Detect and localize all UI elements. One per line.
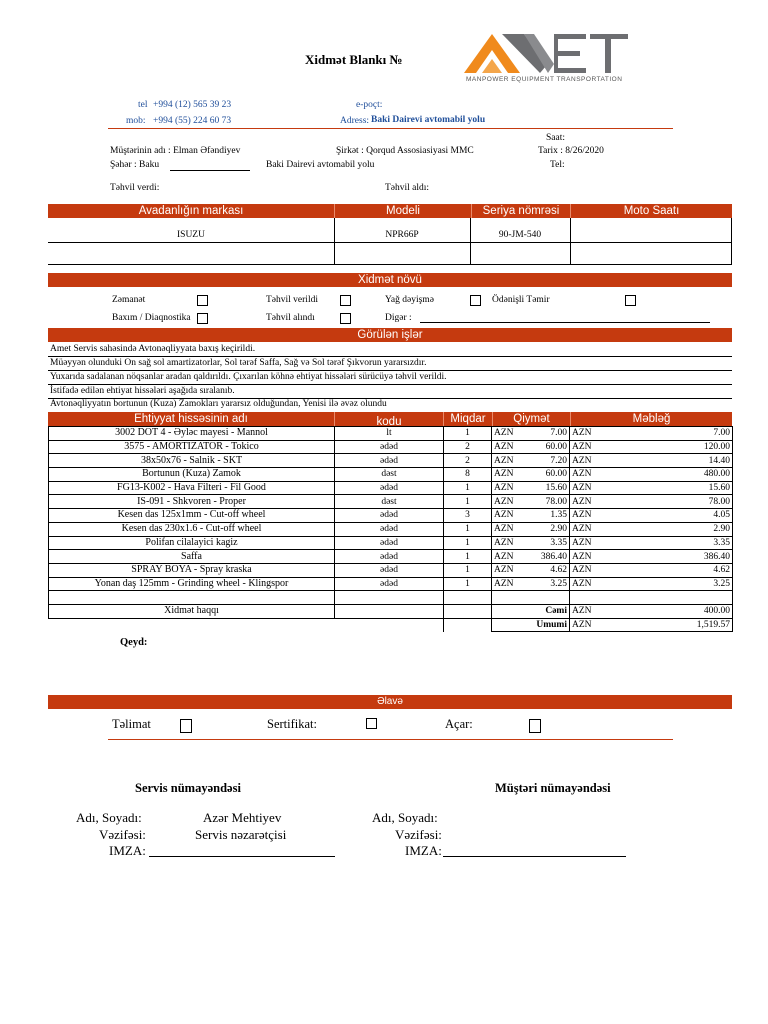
part-sum-currency: AZN bbox=[570, 563, 602, 577]
city-underline bbox=[170, 170, 250, 171]
part-sum: 78.00 bbox=[602, 495, 733, 509]
extra-bar bbox=[48, 695, 732, 709]
empty-cell bbox=[335, 604, 444, 618]
part-qty: 2 bbox=[444, 454, 492, 468]
option-oil-change-checkbox[interactable] bbox=[470, 295, 481, 306]
part-price: 7.00 bbox=[524, 427, 570, 441]
option-other-label: Digər : bbox=[385, 313, 412, 323]
part-qty: 1 bbox=[444, 495, 492, 509]
part-price-currency: AZN bbox=[492, 522, 524, 536]
equipment-brand: ISUZU bbox=[177, 230, 205, 240]
part-unit: ədəd bbox=[335, 509, 444, 523]
option-maintenance-checkbox[interactable] bbox=[197, 313, 208, 324]
service-sign-line[interactable] bbox=[149, 856, 335, 857]
part-price-currency: AZN bbox=[492, 440, 524, 454]
work-bar bbox=[48, 328, 732, 342]
service-rep-title: Servis nümayəndəsi bbox=[135, 781, 241, 795]
part-sum-currency: AZN bbox=[570, 427, 602, 441]
empty-cell bbox=[49, 618, 335, 632]
form-title: Xidmət Blankı № bbox=[305, 52, 403, 67]
part-sum: 3.35 bbox=[602, 536, 733, 550]
logo-tagline: MANPOWER EQUIPMENT TRANSPORTATION bbox=[466, 76, 623, 83]
part-price: 386.40 bbox=[524, 550, 570, 564]
work-line: Müəyyən olunduki On sağ sol amartizatorlar, Sol tərəf Saffa, Sağ və Sol tərəf Şıkvorun yararsızdır. bbox=[50, 358, 427, 368]
part-unit: ədəd bbox=[335, 481, 444, 495]
address-value: Baki Dairevi avtomabil yolu bbox=[371, 115, 486, 125]
total-currency: AZN bbox=[570, 604, 602, 618]
part-price: 1.35 bbox=[524, 509, 570, 523]
part-unit: ədəd bbox=[335, 522, 444, 536]
company-name: Şirkət : Qorqud Assosiasiyasi MMC bbox=[336, 146, 474, 156]
customer-name: Müştərinin adı : Elman Əfəndiyev bbox=[110, 146, 241, 156]
part-name: Polifan cilalayici kagiz bbox=[49, 536, 335, 550]
parts-code-header: kodu bbox=[376, 416, 402, 428]
part-sum-currency: AZN bbox=[570, 536, 602, 550]
work-title: Görülən işlər bbox=[357, 329, 423, 341]
part-price-currency: AZN bbox=[492, 427, 524, 441]
part-unit: dəst bbox=[335, 468, 444, 482]
option-warranty-label: Zəmanət bbox=[112, 295, 146, 305]
option-paid-repair-checkbox[interactable] bbox=[625, 295, 636, 306]
extra-certificate-label: Sertifikat: bbox=[267, 717, 317, 731]
phone-value[interactable]: +994 (12) 565 39 23 bbox=[153, 100, 232, 110]
parts-sum-header: Məbləğ bbox=[632, 413, 671, 425]
customer-position-label: Vəzifəsi: bbox=[395, 827, 442, 842]
received-by-label: Təhvil aldı: bbox=[385, 183, 430, 193]
address-label: Adress: bbox=[340, 116, 370, 126]
part-sum: 480.00 bbox=[602, 468, 733, 482]
part-price-currency: AZN bbox=[492, 509, 524, 523]
empty-cell bbox=[570, 591, 733, 605]
part-price-currency: AZN bbox=[492, 550, 524, 564]
part-name: 3575 - AMORTIZATOR - Tokico bbox=[49, 440, 335, 454]
service-fee-row bbox=[49, 604, 733, 618]
mobile-value[interactable]: +994 (55) 224 60 73 bbox=[153, 116, 232, 126]
table-row bbox=[49, 468, 733, 482]
total-label: Cəmi bbox=[492, 604, 570, 618]
part-price-currency: AZN bbox=[492, 468, 524, 482]
part-qty: 1 bbox=[444, 536, 492, 550]
part-qty: 8 bbox=[444, 468, 492, 482]
date-value: Tarix : 8/26/2020 bbox=[538, 146, 604, 156]
delivered-by-label: Təhvil verdi: bbox=[110, 183, 160, 193]
empty-cell bbox=[444, 604, 492, 618]
table-row bbox=[49, 591, 733, 605]
part-qty: 1 bbox=[444, 522, 492, 536]
part-name: 38x50x76 - Salnik - SKT bbox=[49, 454, 335, 468]
extra-manual-label: Təlimat bbox=[112, 717, 151, 731]
part-qty: 1 bbox=[444, 427, 492, 441]
part-price-currency: AZN bbox=[492, 495, 524, 509]
part-qty: 1 bbox=[444, 481, 492, 495]
option-other-line[interactable] bbox=[420, 322, 710, 323]
part-sum-currency: AZN bbox=[570, 454, 602, 468]
city-value: Şəhər : Baku bbox=[110, 160, 160, 170]
grand-total-label: Umumi bbox=[492, 618, 570, 632]
part-sum: 2.90 bbox=[602, 522, 733, 536]
mobile-label: mob: bbox=[126, 116, 146, 126]
work-line: Yuxarıda sadalanan nöqsanlar aradan qaldırıldı. Çıxarılan köhnə ehtiyat hissələri sürücüyə təhvil verildi. bbox=[50, 372, 447, 382]
table-row bbox=[49, 577, 733, 591]
part-price: 60.00 bbox=[524, 440, 570, 454]
email-label: e-poçt: bbox=[356, 100, 383, 110]
extra-certificate-checkbox[interactable] bbox=[366, 718, 377, 729]
parts-qty-header: Miqdar bbox=[450, 413, 486, 425]
extra-key-checkbox[interactable] bbox=[529, 719, 541, 733]
time-label: Saat: bbox=[546, 133, 565, 143]
option-warranty-checkbox[interactable] bbox=[197, 295, 208, 306]
part-price: 3.25 bbox=[524, 577, 570, 591]
notes-label: Qeyd: bbox=[120, 637, 148, 648]
part-name: Kesen das 230x1.6 - Cut-off wheel bbox=[49, 522, 335, 536]
part-sum-currency: AZN bbox=[570, 522, 602, 536]
table-row bbox=[49, 440, 733, 454]
part-qty: 1 bbox=[444, 563, 492, 577]
part-price: 7.20 bbox=[524, 454, 570, 468]
part-name: SPRAY BOYA - Spray kraska bbox=[49, 563, 335, 577]
extra-divider bbox=[108, 739, 673, 740]
part-price-currency: AZN bbox=[492, 563, 524, 577]
grand-total-value: 1,519.57 bbox=[602, 618, 733, 632]
part-unit: ədəd bbox=[335, 563, 444, 577]
part-qty: 1 bbox=[444, 550, 492, 564]
part-price: 78.00 bbox=[524, 495, 570, 509]
part-name: IS-091 - Shkvoren - Proper bbox=[49, 495, 335, 509]
table-row bbox=[49, 522, 733, 536]
part-sum: 14.40 bbox=[602, 454, 733, 468]
part-unit: dəst bbox=[335, 495, 444, 509]
equipment-model-header: Modeli bbox=[386, 205, 420, 217]
table-row bbox=[49, 550, 733, 564]
work-line: İstifadə edilən ehtiyat hissələri aşağıda sıralanıb. bbox=[50, 386, 235, 396]
part-unit: ədəd bbox=[335, 454, 444, 468]
option-oil-change-label: Yağ dəyişmə bbox=[385, 295, 434, 305]
part-price-currency: AZN bbox=[492, 536, 524, 550]
part-sum: 386.40 bbox=[602, 550, 733, 564]
service-type-bar bbox=[48, 273, 732, 287]
customer-tel-label: Tel: bbox=[550, 160, 565, 170]
extra-key-label: Açar: bbox=[445, 717, 473, 731]
equipment-motohours-header: Moto Saatı bbox=[623, 205, 680, 217]
part-name: FG13-K002 - Hava Filteri - Fil Good bbox=[49, 481, 335, 495]
part-sum: 15.60 bbox=[602, 481, 733, 495]
header-divider bbox=[108, 128, 673, 129]
empty-cell bbox=[335, 618, 444, 632]
part-unit: ədəd bbox=[335, 577, 444, 591]
customer-rep-title: Müştəri nümayəndəsi bbox=[495, 781, 611, 795]
parts-table bbox=[48, 426, 733, 632]
parts-header-bar bbox=[48, 412, 732, 426]
equipment-brand-header: Avadanlığın markası bbox=[138, 205, 244, 217]
part-name: 3002 DOT 4 - Əyləc mayesi - Mannol bbox=[49, 427, 335, 441]
empty-cell bbox=[49, 591, 335, 605]
part-price: 3.35 bbox=[524, 536, 570, 550]
table-row bbox=[49, 454, 733, 468]
part-name: Bortunun (Kuza) Zamok bbox=[49, 468, 335, 482]
part-unit: ədəd bbox=[335, 550, 444, 564]
grand-total-currency: AZN bbox=[570, 618, 602, 632]
empty-cell bbox=[444, 591, 492, 605]
option-paid-repair-label: Ödənişli Təmir bbox=[492, 295, 550, 305]
option-maintenance-label: Baxım / Diaqnostika bbox=[112, 313, 191, 323]
equipment-model: NPR66P bbox=[385, 230, 419, 240]
customer-address: Baki Dairevi avtomabil yolu bbox=[266, 160, 375, 170]
part-sum: 3.25 bbox=[602, 577, 733, 591]
table-row bbox=[49, 495, 733, 509]
empty-cell bbox=[335, 591, 444, 605]
part-price: 4.62 bbox=[524, 563, 570, 577]
work-line: Avtonəqliyyatın bortunun (Kuza) Zamokları yararsız olduğundan, Yenisi ilə əvəz olundu bbox=[50, 399, 387, 409]
part-sum-currency: AZN bbox=[570, 509, 602, 523]
grand-total-row bbox=[49, 618, 733, 632]
part-unit: ədəd bbox=[335, 536, 444, 550]
option-delivered-checkbox[interactable] bbox=[340, 295, 351, 306]
part-price: 15.60 bbox=[524, 481, 570, 495]
part-price-currency: AZN bbox=[492, 577, 524, 591]
part-price: 2.90 bbox=[524, 522, 570, 536]
equipment-serial: 90-JM-540 bbox=[498, 230, 542, 240]
part-sum-currency: AZN bbox=[570, 440, 602, 454]
part-unit: ədəd bbox=[335, 440, 444, 454]
service-position-value: Servis nəzarətçisi bbox=[195, 827, 287, 842]
service-fee-label: Xidmət haqqı bbox=[49, 604, 335, 618]
work-line: Amet Servis sahəsində Avtonəqliyyata baxış keçirildi. bbox=[50, 344, 256, 354]
empty-cell bbox=[444, 618, 492, 632]
part-sum-currency: AZN bbox=[570, 495, 602, 509]
part-sum-currency: AZN bbox=[570, 550, 602, 564]
part-sum-currency: AZN bbox=[570, 468, 602, 482]
part-price-currency: AZN bbox=[492, 481, 524, 495]
part-price: 60.00 bbox=[524, 468, 570, 482]
empty-cell bbox=[492, 591, 570, 605]
part-sum: 120.00 bbox=[602, 440, 733, 454]
part-name: Yonan daş 125mm - Grinding wheel - Klingspor bbox=[49, 577, 335, 591]
option-delivered-label: Təhvil verildi bbox=[266, 295, 318, 305]
service-name-value: Azər Mehtiyev bbox=[203, 810, 282, 825]
table-row bbox=[49, 481, 733, 495]
equipment-serial-header: Seriya nömrəsi bbox=[482, 205, 560, 217]
part-qty: 1 bbox=[444, 577, 492, 591]
part-sum: 4.05 bbox=[602, 509, 733, 523]
phone-label: tel bbox=[138, 100, 148, 110]
part-qty: 3 bbox=[444, 509, 492, 523]
customer-sign-label: IMZA: bbox=[405, 843, 442, 858]
service-position-label: Vəzifəsi: bbox=[99, 827, 146, 842]
part-qty: 2 bbox=[444, 440, 492, 454]
part-sum-currency: AZN bbox=[570, 577, 602, 591]
table-row bbox=[49, 509, 733, 523]
customer-sign-line[interactable] bbox=[443, 856, 626, 857]
table-row bbox=[49, 427, 733, 441]
table-row bbox=[49, 563, 733, 577]
service-type-title: Xidmət növü bbox=[358, 274, 422, 286]
equipment-header-bar bbox=[48, 204, 732, 218]
part-sum: 4.62 bbox=[602, 563, 733, 577]
part-name: Kesen das 125x1mm - Cut-off wheel bbox=[49, 509, 335, 523]
option-received-label: Təhvil alındı bbox=[266, 313, 315, 323]
service-sign-label: IMZA: bbox=[109, 843, 146, 858]
part-sum-currency: AZN bbox=[570, 481, 602, 495]
service-name-label: Adı, Soyadı: bbox=[76, 810, 142, 825]
table-row bbox=[49, 536, 733, 550]
parts-name-header: Ehtiyyat hissəsinin adı bbox=[134, 413, 248, 425]
parts-price-header: Qiymət bbox=[513, 413, 550, 425]
extra-manual-checkbox[interactable] bbox=[180, 719, 192, 733]
total-value: 400.00 bbox=[602, 604, 733, 618]
part-unit: lt bbox=[335, 427, 444, 441]
part-price-currency: AZN bbox=[492, 454, 524, 468]
part-name: Saffa bbox=[49, 550, 335, 564]
part-sum: 7.00 bbox=[602, 427, 733, 441]
option-received-checkbox[interactable] bbox=[340, 313, 351, 324]
customer-name-label: Adı, Soyadı: bbox=[372, 810, 438, 825]
extra-title: Əlavə bbox=[377, 696, 403, 707]
